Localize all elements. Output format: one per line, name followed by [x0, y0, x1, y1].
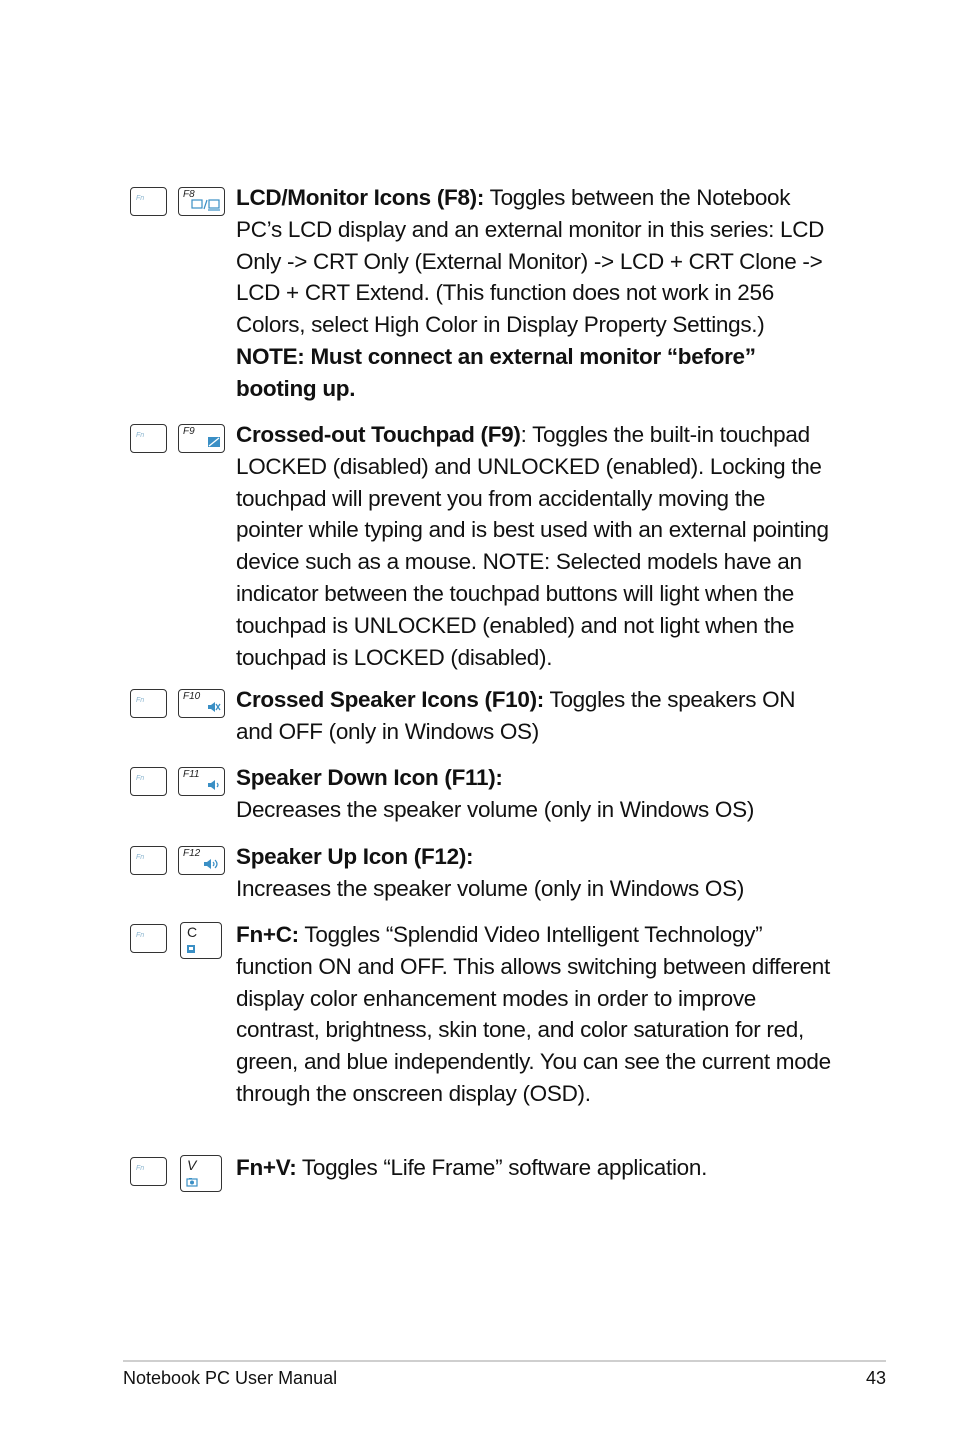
fn-key-label: Fn [136, 432, 145, 439]
fn-key-label: Fn [136, 195, 145, 202]
fn-key-label: Fn [136, 1165, 145, 1172]
entry-f11-body: Decreases the speaker volume (only in Windows OS) [236, 796, 755, 822]
fn-key-label: Fn [136, 775, 145, 782]
entry-fn-v-title: Fn+V: [236, 1155, 297, 1180]
entry-f12-text [236, 841, 836, 905]
entry-f11-title: Speaker Down Icon (F11): [236, 765, 503, 790]
v-key-label: V [187, 1157, 197, 1173]
fn-key [130, 767, 167, 796]
fn-key [130, 187, 167, 216]
entry-f8-title: LCD/Monitor Icons (F8): [236, 185, 485, 210]
entry-f9-title: Crossed-out Touchpad (F9) [236, 422, 521, 447]
fn-key-label: Fn [136, 854, 145, 861]
entry-f10-text [236, 684, 836, 748]
f10-key [178, 689, 225, 718]
fn-key-label: Fn [136, 932, 145, 939]
entry-f8-body: Toggles between the Notebook PC’s LCD display and an external monitor in this series: LCD Only -> CRT Only (External Monitor) -> LCD + CRT Clone -> LCD + CRT Extend. (This function does not work in 256 Colors, select High Color in Display Property Settings.) [236, 185, 825, 338]
v-key [180, 1155, 222, 1192]
f10-key-label: F10 [183, 691, 201, 702]
f9-key [178, 424, 225, 453]
entry-fn-v-body: Toggles “Life Frame” software application. [296, 1155, 708, 1180]
entry-fn-c-title: Fn+C: [236, 922, 299, 947]
monitor-switch-icon [191, 199, 221, 213]
f9-key-label: F9 [183, 426, 195, 437]
entry-f9-body: : Toggles the built-in touchpad LOCKED (disabled) and UNLOCKED (enabled). Locking the touchpad will prevent you from accidentally moving the pointer while typing and is best used with an external pointing device such as a mouse. NOTE: Selected models have an indicator between the touchpad buttons will light when the touchpad is UNLOCKED (enabled) and not light when the touchpad is LOCKED (disabled). [236, 422, 829, 670]
f8-key-label: F8 [183, 189, 195, 200]
f12-key [178, 846, 225, 875]
speaker-down-icon [207, 779, 221, 793]
speaker-mute-icon [207, 701, 221, 715]
c-key-label: C [187, 924, 198, 940]
f11-key [178, 767, 225, 796]
footer-title: Notebook PC User Manual [123, 1368, 338, 1388]
fn-key [130, 846, 167, 875]
fn-key [130, 424, 167, 453]
entry-fn-c-body: Toggles “Splendid Video Intelligent Technology” function ON and OFF. This allows switching between different display color enhancement modes in order to improve contrast, brightness, skin tone, and color saturation for red, green, and blue independently. You can see the current mode through the onscreen display (OSD). [236, 922, 831, 1106]
c-key [180, 922, 222, 959]
fn-key-label: Fn [136, 697, 145, 704]
entry-f12-body: Increases the speaker volume (only in Windows OS) [236, 875, 745, 901]
camera-icon [186, 1177, 198, 1189]
f11-key-label: F11 [183, 769, 200, 780]
f8-key [178, 187, 225, 216]
entry-fn-c-text [236, 919, 836, 1110]
fn-key [130, 689, 167, 718]
page-number: 43 [865, 1368, 886, 1388]
speaker-up-icon [203, 858, 221, 872]
entry-f10-body: Toggles the speakers ON and OFF (only in Windows OS) [236, 687, 796, 744]
entry-f10-title: Crossed Speaker Icons (F10): [236, 687, 544, 712]
entry-fn-v-text [236, 1152, 836, 1184]
entry-f11-text [236, 762, 836, 826]
fn-key [130, 924, 167, 953]
entry-f8-note: NOTE: Must connect an external monitor “before” booting up. [236, 343, 756, 401]
touchpad-icon [207, 436, 221, 450]
fn-key [130, 1157, 167, 1186]
entry-f8-text [236, 182, 836, 405]
entry-f9-text [236, 419, 836, 673]
splendid-icon [186, 944, 196, 956]
entry-f12-title: Speaker Up Icon (F12): [236, 844, 474, 869]
footer-divider [123, 1360, 886, 1362]
f12-key-label: F12 [183, 848, 201, 859]
